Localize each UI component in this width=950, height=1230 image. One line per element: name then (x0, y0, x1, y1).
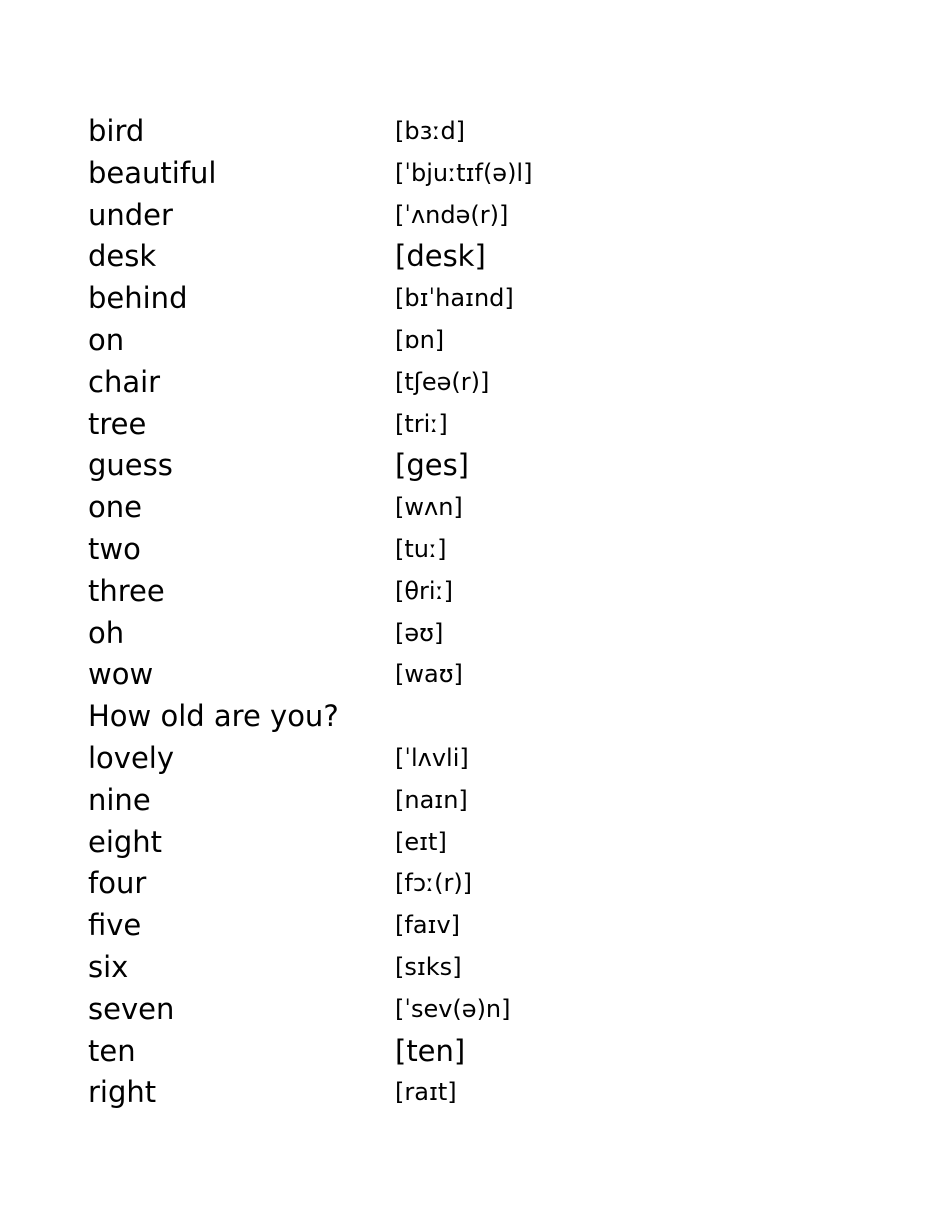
vocab-row (88, 947, 888, 989)
vocab-pronunciation: [naɪn] (395, 785, 468, 814)
vocab-word: tree (88, 406, 147, 441)
vocab-row (88, 487, 888, 529)
vocab-word: chair (88, 364, 161, 399)
vocab-pronunciation: [bɜːd] (395, 117, 466, 145)
vocab-row (88, 404, 888, 446)
vocab-word: lovely (88, 740, 175, 775)
vocab-pronunciation: [sɪks] (395, 952, 462, 981)
vocab-row (88, 738, 888, 780)
vocab-pronunciation: [eɪt] (395, 827, 447, 856)
vocab-row (88, 278, 888, 320)
vocab-word: beautiful (88, 155, 217, 190)
vocab-row (88, 989, 888, 1031)
vocab-pronunciation: [ɒn] (395, 325, 445, 354)
vocab-row (88, 571, 888, 613)
vocab-pronunciation: [tʃeə(r)] (395, 367, 490, 396)
vocab-pronunciation: [raɪt] (395, 1078, 457, 1107)
vocab-pronunciation: [triː] (395, 409, 448, 438)
vocab-word: bird (88, 114, 145, 148)
vocab-pronunciation: [ˈlʌvli] (395, 743, 469, 772)
vocab-row (88, 445, 888, 487)
vocab-pronunciation: [waʊ] (395, 660, 463, 689)
vocab-word: on (88, 322, 125, 357)
vocab-word: one (88, 490, 142, 525)
vocab-word: five (88, 908, 142, 943)
vocab-row (88, 320, 888, 362)
vocab-word: eight (88, 824, 163, 859)
vocab-row (88, 111, 888, 153)
vocab-word: oh (88, 615, 125, 650)
vocab-row (88, 1072, 888, 1114)
vocab-row (88, 696, 888, 738)
vocab-pronunciation: [ˈsev(ə)n] (395, 994, 511, 1023)
vocab-word: seven (88, 991, 175, 1026)
vocab-word: under (88, 197, 173, 232)
vocab-word: wow (88, 657, 154, 692)
vocab-pronunciation: [ˈʌndə(r)] (395, 200, 509, 229)
vocab-pronunciation: [ˈbjuːtɪf(ə)l] (395, 158, 533, 187)
vocab-word: right (88, 1075, 157, 1110)
vocab-pronunciation: [fɔː(r)] (395, 869, 473, 898)
vocab-pronunciation: [ten] (395, 1033, 466, 1068)
vocab-row (88, 822, 888, 864)
vocab-phrase: How old are you? (88, 699, 339, 734)
vocab-row (88, 153, 888, 195)
vocab-word: nine (88, 782, 151, 817)
vocab-row (88, 905, 888, 947)
vocab-row (88, 613, 888, 655)
vocab-pronunciation: [tuː] (395, 534, 447, 563)
vocab-pronunciation: [faɪv] (395, 911, 461, 940)
vocab-pronunciation: [desk] (395, 239, 486, 274)
vocab-row (88, 362, 888, 404)
vocab-word: three (88, 573, 165, 608)
vocab-pronunciation: [bɪˈhaɪnd] (395, 284, 514, 313)
vocab-word: guess (88, 448, 173, 483)
vocab-pronunciation: [əʊ] (395, 618, 444, 647)
vocab-row (88, 863, 888, 905)
vocab-pronunciation: [wʌn] (395, 493, 463, 522)
vocab-pronunciation: [ges] (395, 448, 469, 483)
vocab-row (88, 195, 888, 237)
vocab-word: two (88, 531, 141, 566)
vocab-row (88, 654, 888, 696)
vocab-row (88, 780, 888, 822)
vocab-word: ten (88, 1033, 136, 1068)
vocab-row (88, 529, 888, 571)
vocabulary-list (88, 111, 888, 1114)
vocab-pronunciation: [θriː] (395, 576, 454, 605)
vocab-word: behind (88, 281, 188, 316)
vocab-word: six (88, 949, 129, 984)
vocab-word: four (88, 866, 147, 901)
vocab-row (88, 1031, 888, 1073)
vocab-word: desk (88, 239, 157, 274)
vocab-row (88, 236, 888, 278)
